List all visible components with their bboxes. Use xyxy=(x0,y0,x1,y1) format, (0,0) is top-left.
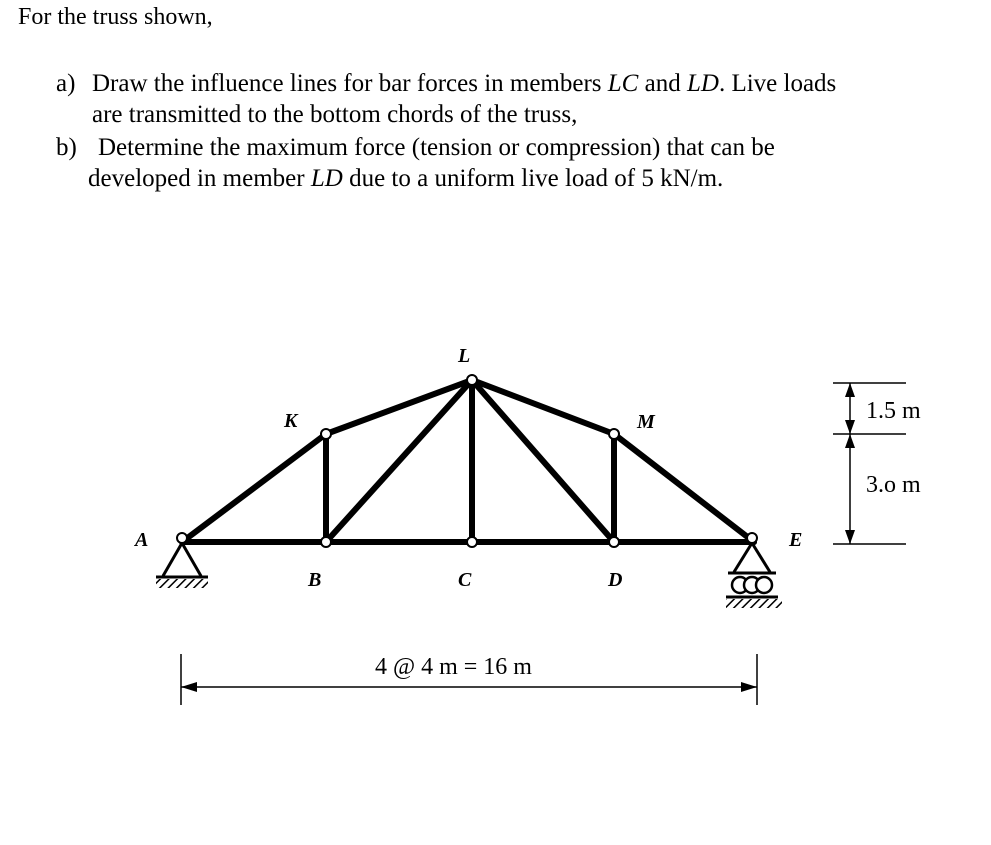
joint-d xyxy=(609,537,619,547)
truss-members xyxy=(182,380,754,542)
question-b-line1: Determine the maximum force (tension or compression) that can be xyxy=(98,134,775,161)
member-lc: LC xyxy=(607,70,639,97)
side-height-label: 3.o m xyxy=(866,472,921,498)
joint-k xyxy=(321,429,331,439)
truss-joints xyxy=(177,375,757,547)
node-label-m: M xyxy=(637,411,655,433)
question-a-text-pre: Draw the influence lines for bar forces in members xyxy=(92,70,608,97)
joint-m xyxy=(609,429,619,439)
question-b-text-post: due to a uniform live load of 5 kN/m. xyxy=(342,165,724,192)
question-a-text-mid: and xyxy=(638,70,687,97)
node-label-b: B xyxy=(308,569,322,591)
member-ld-b: LD xyxy=(310,165,343,192)
span-dimension-label: 4 @ 4 m = 16 m xyxy=(375,654,532,680)
joint-c xyxy=(467,537,477,547)
member-ak xyxy=(182,434,326,542)
joint-b xyxy=(321,537,331,547)
node-label-l: L xyxy=(458,345,471,367)
node-label-d: D xyxy=(608,569,623,591)
roller-support-e xyxy=(726,543,782,608)
top-height-label: 1.5 m xyxy=(866,398,921,424)
node-label-k: K xyxy=(284,410,298,432)
member-ld: LD xyxy=(686,70,719,97)
question-a-text-post: . Live loads xyxy=(718,70,837,97)
node-label-a: A xyxy=(135,529,149,551)
node-label-e: E xyxy=(789,529,803,551)
node-label-c: C xyxy=(458,569,472,591)
question-b-text-pre: developed in member xyxy=(88,165,311,192)
joint-a xyxy=(177,533,187,543)
joint-l xyxy=(467,375,477,385)
pin-support-a xyxy=(156,543,208,588)
question-a-label: a) xyxy=(56,70,76,97)
question-b-label: b) xyxy=(56,134,77,161)
joint-e xyxy=(747,533,757,543)
intro-text: For the truss shown, xyxy=(18,4,213,30)
question-a-line2: are transmitted to the bottom chords of the truss, xyxy=(92,101,578,128)
member-me xyxy=(614,434,754,542)
